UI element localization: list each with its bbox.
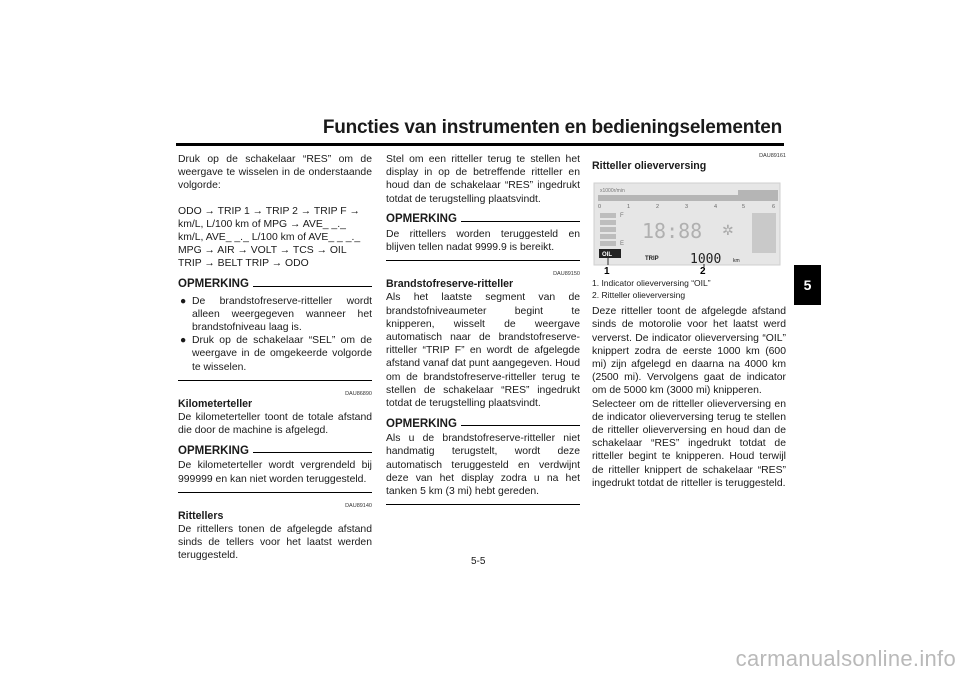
- note-heading: OPMERKING: [386, 416, 580, 432]
- rpm-label: x1000r/min: [600, 188, 625, 195]
- section-heading: Rittellers: [178, 509, 224, 522]
- chapter-tab: 5: [794, 265, 821, 305]
- note-divider: [386, 260, 580, 261]
- section-code: DAU86890: [345, 390, 372, 397]
- tick-label: 0: [598, 204, 602, 211]
- tick-label: 3: [685, 204, 689, 211]
- side-gauge: [752, 213, 776, 253]
- note-divider: [386, 504, 580, 505]
- tick-label: 4: [714, 204, 718, 211]
- section-code: DAU89161: [759, 153, 786, 159]
- tick-label: 5: [742, 204, 746, 211]
- note-heading: OPMERKING: [386, 212, 580, 228]
- fuel-full-label: F: [620, 213, 624, 220]
- tick-label: 2: [656, 204, 660, 211]
- trip-label: TRIP: [645, 256, 659, 263]
- note-list: [178, 295, 372, 374]
- tick-label: 1: [627, 204, 631, 211]
- instrument-display-figure: [592, 175, 782, 275]
- unit-label: km: [733, 258, 740, 265]
- section-text: De kilometerteller toont de totale afstand die door de machine is afgelegd.: [178, 412, 372, 437]
- page-number: 5-5: [471, 556, 486, 567]
- section-heading: Ritteller olieverversing: [592, 160, 707, 172]
- display-sequence: ODO → TRIP 1 → TRIP 2 → TRIP F → km/L, L/100 km of MPG → AVE_ _._ km/L, AVE_ _._ L/100 km of AVE_ _ _._ MPG → AIR → VOLT → TCS → OIL TRIP → BELT TRIP → ODO: [178, 205, 361, 270]
- section-code: DAU89150: [553, 271, 580, 278]
- section-text: De rittellers tonen de afgelegde afstand sinds de tellers voor het laatst werden teruggesteld.: [178, 524, 372, 562]
- note-text: De rittellers worden teruggesteld en blijven tellen nadat 9999.9 is bereikt.: [386, 228, 580, 254]
- note-heading: OPMERKING: [178, 277, 372, 293]
- section-text: Deze ritteller toont de afgelegde afstand sinds de motorolie voor het laatst werd ververst. De indicator olieverversing “OIL” knippert zodra de eerste 1000 km (600 mi) zijn afgelegd en daarna na 4000 km (2500 mi). Vervolgens gaat de indicator om de 5000 km (3000 mi) knipperen.: [592, 306, 786, 397]
- note-divider: [178, 492, 372, 493]
- header-divider: [176, 143, 784, 146]
- dashboard-illustration: [592, 175, 782, 275]
- clock-display: 18:88: [642, 219, 703, 244]
- note-divider: [178, 380, 372, 381]
- column-2: [386, 153, 580, 505]
- section-text: Stel om een ritteller terug te stellen het display in op de betreffende ritteller en houd dan de schakelaar “RES” ingedrukt totdat de terugstelling plaatsvindt.: [386, 154, 580, 205]
- section-text: Selecteer om de ritteller olieverversing en de indicator olieverversing terug te stellen de ritteller olieverversing en houd dan de schakelaar “RES” ingedrukt totdat de ritteller begint te knipperen. Houd terwijl de ritteller knippert de schakelaar “RES” ingedrukt totdat de ritteller is teruggesteld.: [592, 398, 786, 489]
- list-item: ● Druk op de schakelaar “SEL” om de weergave in de omgekeerde volgorde te wisselen.: [180, 335, 372, 373]
- note-text: De kilometerteller wordt vergrendeld bij 999999 en kan niet worden teruggesteld.: [178, 460, 372, 485]
- callout-2: 2: [700, 266, 706, 276]
- column-1: [178, 153, 372, 563]
- note-heading: OPMERKING: [178, 443, 372, 459]
- column-3: [592, 153, 786, 490]
- figure-caption: 1. Indicator olieverversing “OIL” 2. Ritteller olieverversing: [592, 278, 711, 301]
- section-heading: Kilometerteller: [178, 397, 253, 410]
- watermark: carmanualsonline.info: [735, 646, 956, 671]
- oil-indicator-label: OIL: [602, 252, 612, 259]
- fuel-empty-label: E: [620, 241, 625, 248]
- page-title: Functies van instrumenten en bedieningselementen: [322, 117, 782, 138]
- intro-text: Druk op de schakelaar “RES” om de weergave te wisselen in de onderstaande volgorde:: [178, 154, 372, 192]
- snowflake-icon: ✲: [722, 223, 734, 240]
- list-item: ● De brandstofreserve-ritteller wordt alleen weergegeven wanneer het brandstofniveau laag is.: [180, 295, 372, 334]
- tick-label: 6: [772, 204, 776, 211]
- callout-1: 1: [604, 266, 610, 276]
- section-text: Als het laatste segment van de brandstofniveaumeter begint te knipperen, wisselt de weergave automatisch naar de brandstofreserve-ritteller “TRIP F” en wordt de afgelegde afstand vanaf dat punt aangegeven. Houd om de brandstofreserve-ritteller terug te stellen de schakelaar “RES” ingedrukt totdat de terugstelling plaatsvindt.: [386, 292, 580, 410]
- oil-trip-value: 1000: [690, 252, 722, 268]
- note-text: Als u de brandstofreserve-ritteller niet handmatig terugstelt, wordt deze automatisch teruggesteld en verdwijnt deze van het display zodra u na het tanken 5 km (3 mi) hebt gereden.: [386, 433, 580, 498]
- section-heading: Brandstofreserve-ritteller: [386, 278, 514, 291]
- section-code: DAU89140: [345, 502, 372, 509]
